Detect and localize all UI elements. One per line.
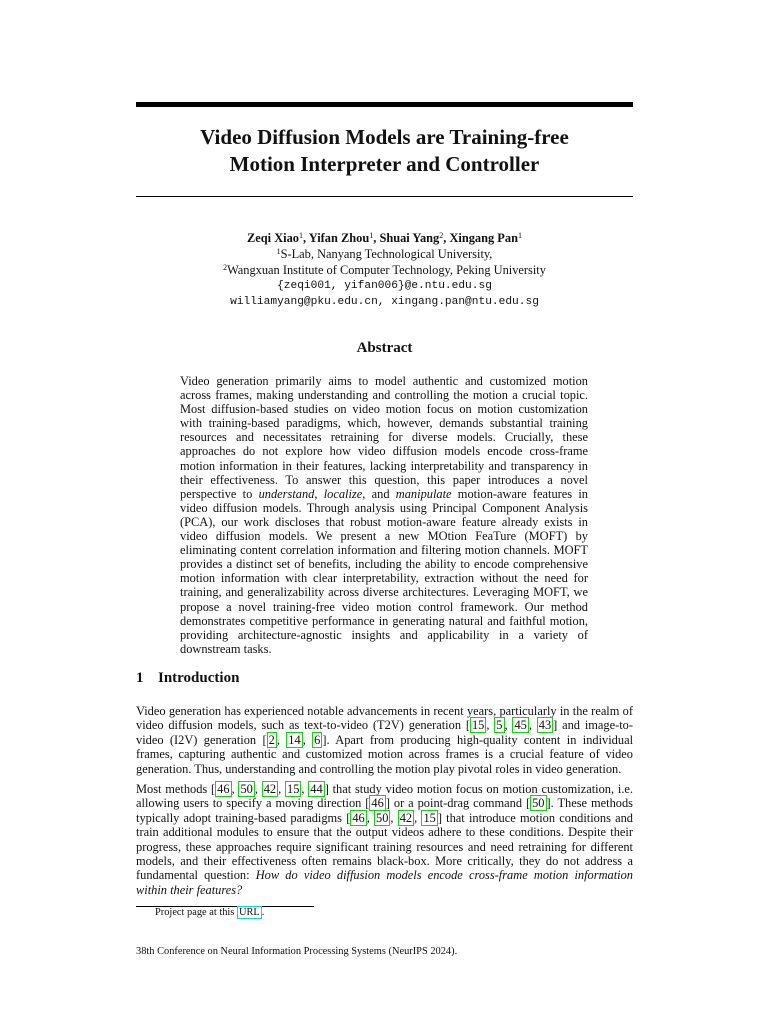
citation-link[interactable]: 14 (288, 732, 301, 747)
project-page-link[interactable]: URL (238, 907, 260, 918)
section-heading-introduction: 1 Introduction (136, 670, 240, 686)
title-line-1: Video Diffusion Models are Training-free (200, 125, 569, 149)
citation-link[interactable]: 15 (423, 810, 436, 825)
citation-link[interactable]: 50 (376, 810, 389, 825)
citation-link[interactable]: 45 (514, 718, 527, 733)
title-line-2: Motion Interpreter and Controller (229, 152, 540, 176)
author-block (136, 230, 633, 310)
intro-paragraph-1: Video generation has experienced notable advancements in recent years, particularly in the realm of video diffusion models, such as text-to-video (T2V) generation [ 15 , 5 , 45 , 43 ] and image-to-video (I2V) generation [ 2 , 14 , 6 ]. Apart from producing high-quality content in individual frames, capturing authentic and customized motion across frames is a crucial feature of video generation. Thus, understanding and controlling the motion play pivotal roles in video generation. (136, 704, 634, 776)
citation-link[interactable]: 6 (314, 732, 321, 747)
title-bottom-rule (136, 196, 633, 197)
author-name: Shuai Yang (379, 231, 440, 245)
citation-link[interactable]: 5 (496, 718, 503, 733)
affiliation-1: $^1$S-Lab, Nanyang Technological University, (276, 247, 493, 261)
email-line-1: {zeqi001, yifan006}@e.ntu.edu.sg (277, 280, 492, 292)
citation-link[interactable]: 42 (399, 810, 413, 825)
paper-title (136, 124, 633, 178)
author-name: Zeqi Xiao (247, 231, 299, 245)
venue-line: 38th Conference on Neural Information Processing Systems (NeurIPS 2024). (136, 946, 458, 957)
citation-link[interactable]: 15 (287, 782, 300, 796)
title-top-rule (136, 102, 633, 107)
citation-link[interactable]: 46 (217, 782, 230, 796)
citation-link[interactable]: 43 (538, 718, 552, 733)
citation-link[interactable]: 46 (352, 810, 365, 825)
citation-link[interactable]: 50 (532, 796, 545, 811)
author-name: Yifan Zhou (308, 231, 370, 245)
author-name: Xingang Pan (449, 231, 518, 245)
footnote: Project page at this URL . (155, 907, 265, 918)
citation-link[interactable]: 42 (263, 782, 277, 796)
intro-paragraph-2: Most methods [ 46 , 50 , 42 , 15 , 44 ] that study video motion focus on motion customization, i.e. allowing users to specify a moving direction [ 46 ] or a point-drag command [ 50 ]. These methods typically adopt training-based paradigms [ 46 , 50 , 42 , 15 ] that introduce motion conditions and train additional modules to ensure that the output videos adhere to these conditions. Despite their progress, these approaches require significant training resources and need retraining for different models, and their effectiveness often remains black-box. More critically, they do not address a fundamental question: How do video diffusion models encode cross-frame motion information within their features? (136, 782, 634, 897)
affiliation-2: $^2$Wangxuan Institute of Computer Technology, Peking University (223, 263, 546, 277)
citation-link[interactable]: 44 (310, 782, 323, 796)
citation-link[interactable]: 50 (240, 782, 253, 796)
abstract-heading: Abstract (356, 340, 413, 356)
citation-link[interactable]: 15 (471, 718, 485, 733)
author-names: Zeqi Xiao$^1$, Yifan Zhou$^1$, Shuai Yang$^2$, Xingang Pan$^1$ (247, 231, 522, 245)
abstract-text: Video generation primarily aims to model authentic and customized motion across frames, making understanding and controlling the motion a crucial topic. Most diffusion-based studies on video motion focus on motion customization with training-based paradigms, which, however, demands substantial training resources and necessitates retraining for diverse models. Crucially, these approaches do not explore how video diffusion models encode cross-frame motion information in their features, lacking interpretability and transparency in their effectiveness. To answer this question, this paper introduces a novel perspective to understand, localize, and manipulate motion-aware features in video diffusion models. Through analysis using Principal Component Analysis (PCA), our work discloses that robust motion-aware feature already exists in video diffusion models. We present a new MOtion FeaTure (MOFT) by eliminating content correlation information and filtering motion channels. MOFT provides a distinct set of benefits, including the ability to encode comprehensive motion information with clear interpretability, extraction without the need for training, and generalizability across diverse architectures. Leveraging MOFT, we propose a novel training-free video motion control framework. Our method demonstrates competitive performance in generating natural and faithful motion, providing architecture-agnostic insights and applicability in a variety of downstream tasks. (180, 374, 588, 656)
email-line-2: williamyang@pku.edu.cn, xingang.pan@ntu.edu.sg (230, 296, 539, 308)
citation-link[interactable]: 2 (268, 732, 275, 747)
citation-link[interactable]: 46 (371, 796, 384, 811)
